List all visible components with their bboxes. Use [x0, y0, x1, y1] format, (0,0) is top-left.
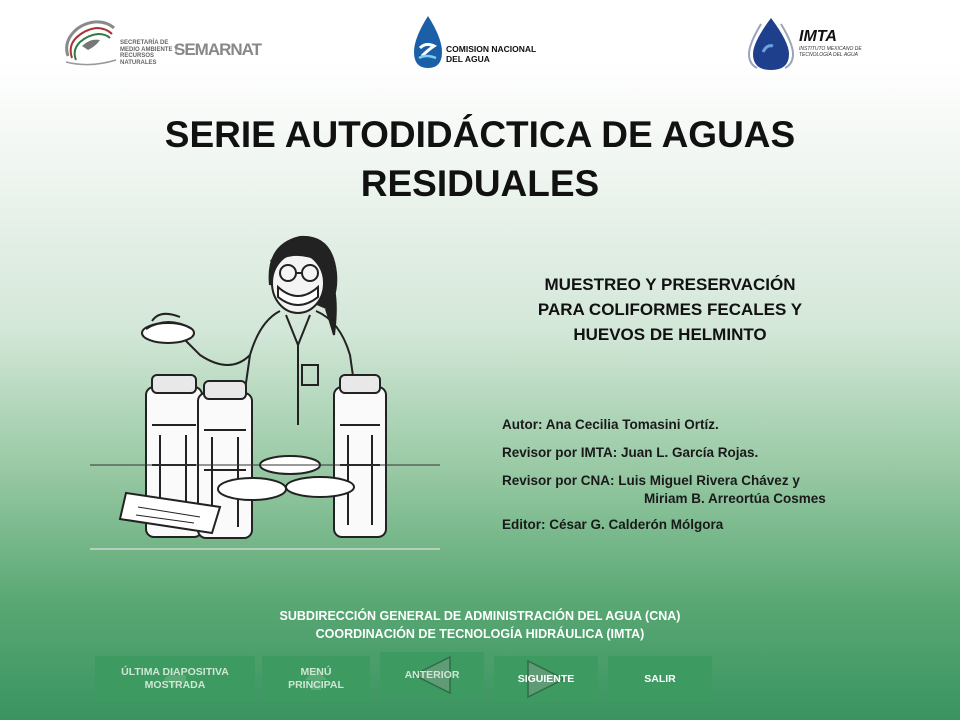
cna-text-line1: COMISION NACIONAL: [446, 44, 537, 54]
previous-label: ANTERIOR: [404, 668, 460, 681]
title-line-2: RESIDUALES: [360, 163, 600, 204]
semarnat-eagle-icon: [62, 16, 118, 70]
last-slide-label-line-2: MOSTRADA: [144, 679, 206, 691]
footer-institutions: [130, 607, 830, 643]
imta-logo: [745, 14, 885, 72]
lab-technician-illustration: [90, 225, 440, 555]
credit-author: Autor: Ana Cecilia Tomasini Ortíz.: [502, 417, 719, 432]
cna-text: [446, 44, 536, 64]
previous-button[interactable]: [380, 652, 484, 698]
cna-logo: [410, 14, 550, 72]
exit-label: SALIR: [644, 672, 676, 685]
credit-reviewer-cna-line-1: Revisor por CNA: Luis Miguel Rivera Chávez y: [502, 473, 800, 488]
title-line-1: SERIE AUTODIDÁCTICA DE AGUAS: [164, 114, 796, 155]
subtitle-line-1: MUESTREO Y PRESERVACIÓN: [544, 275, 796, 294]
credit-editor: Editor: César G. Calderón Mólgora: [502, 517, 724, 532]
footer-line-1: SUBDIRECCIÓN GENERAL DE ADMINISTRACIÓN DEL AGUA (CNA): [279, 609, 681, 623]
cna-text-line2: DEL AGUA: [446, 54, 490, 64]
subtitle-line-3: HUEVOS DE HELMINTO: [573, 325, 767, 344]
technician-drawing: [90, 225, 440, 555]
exit-button[interactable]: [608, 656, 712, 702]
credit-reviewer-cna-line-2: Miriam B. Arreortúa Cosmes: [644, 491, 826, 506]
credit-reviewer-imta: Revisor por IMTA: Juan L. García Rojas.: [502, 445, 759, 460]
semarnat-logo: [62, 16, 262, 70]
page-title: [80, 110, 880, 208]
main-menu-label-line-2: PRINCIPAL: [288, 679, 344, 691]
imta-drop-icon: [745, 14, 797, 72]
main-menu-button[interactable]: [262, 656, 370, 702]
semarnat-text: SECRETARÍA DE MEDIO AMBIENTE Y RECURSOS NATURALES: [120, 40, 178, 66]
water-drop-icon: [410, 14, 446, 72]
last-slide-button[interactable]: [95, 656, 255, 702]
document-subtitle: [470, 272, 870, 347]
imta-subtext: INSTITUTO MEXICANO DE TECNOLOGÍA DEL AGUA: [799, 46, 862, 58]
credits-block: [502, 416, 902, 544]
subtitle-line-2: PARA COLIFORMES FECALES Y: [537, 300, 803, 319]
footer-line-2: COORDINACIÓN DE TECNOLOGÍA HIDRÁULICA (IMTA): [315, 627, 645, 641]
semarnat-word: SEMARNAT: [174, 40, 262, 59]
credit-reviewer-cna: [502, 472, 902, 508]
main-menu-label-line-1: MENÚ: [300, 666, 332, 678]
imta-text: IMTA: [799, 28, 837, 45]
next-label: SIGUIENTE: [517, 672, 575, 685]
next-button[interactable]: [494, 656, 598, 702]
last-slide-label-line-1: ÚLTIMA DIAPOSITIVA: [121, 666, 229, 678]
